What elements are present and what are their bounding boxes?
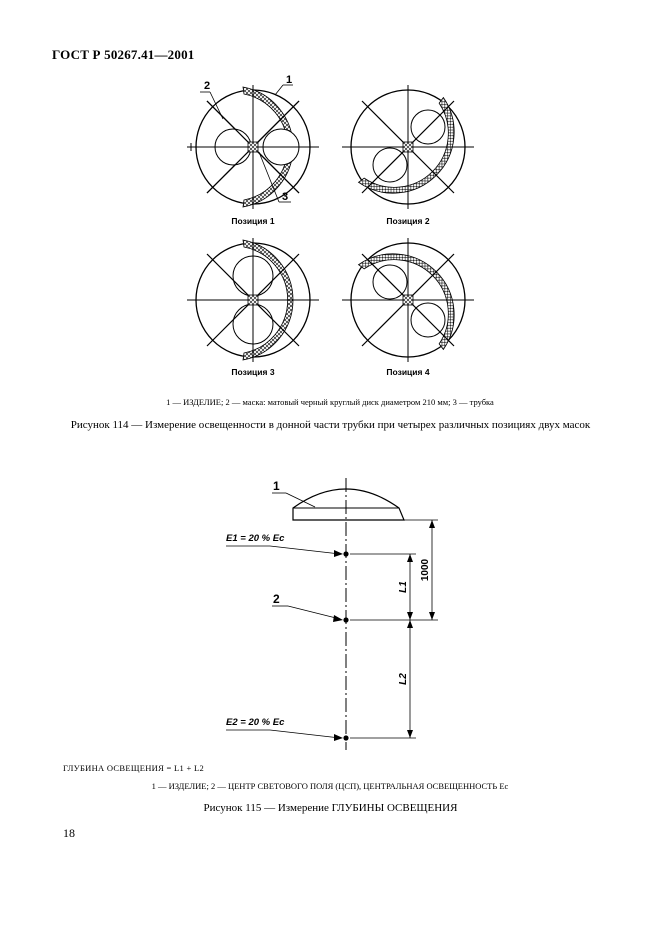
page-number: 18 (63, 826, 75, 840)
document-header: ГОСТ Р 50267.41—2001 (52, 47, 195, 62)
figure-115-drawing (0, 470, 661, 770)
figure-115-legend: 1 — ИЗДЕЛИЕ; 2 — ЦЕНТР СВЕТОВОГО ПОЛЯ (ЦСП), ЦЕНТРАЛЬНАЯ ОСВЕЩЕННОСТЬ Ec (151, 781, 509, 791)
fig115-callout-1: 1 (273, 479, 280, 493)
position-2-label: Позиция 2 (386, 216, 430, 226)
dimension-L1: L1 (398, 581, 409, 593)
figure-115-caption: Рисунок 115 — Измерение ГЛУБИНЫ ОСВЕЩЕНИЯ (203, 802, 458, 814)
position-2-diagram (342, 85, 479, 218)
callout-1-label: 1 (286, 74, 293, 86)
dimension-L2: L2 (398, 673, 409, 685)
figure-114-caption: Рисунок 114 — Измерение освещенности в донной части трубки при четырех различных позициях двух масок (70, 419, 591, 431)
figure-114-legend: 1 — ИЗДЕЛИЕ; 2 — маска: матовый черный круглый диск диаметром 210 мм; 3 — трубка (166, 397, 494, 407)
position-3-label: Позиция 3 (231, 367, 275, 377)
fig115-callout-2: 2 (273, 592, 280, 606)
e1-label: E1 = 20 % Ec (226, 533, 285, 544)
position-3-diagram (187, 238, 319, 362)
callout-2-label: 2 (204, 80, 211, 92)
position-1-label: Позиция 1 (231, 216, 275, 226)
callout-3-label: 3 (282, 191, 289, 203)
dimension-1000: 1000 (420, 558, 431, 582)
figure-114-drawing (0, 0, 661, 400)
depth-formula: ГЛУБИНА ОСВЕЩЕНИЯ = L1 + L2 (63, 763, 205, 773)
position-1-diagram (187, 74, 319, 209)
position-4-diagram (342, 229, 479, 362)
position-4-label: Позиция 4 (386, 367, 430, 377)
e2-label: E2 = 20 % Ec (226, 717, 285, 728)
